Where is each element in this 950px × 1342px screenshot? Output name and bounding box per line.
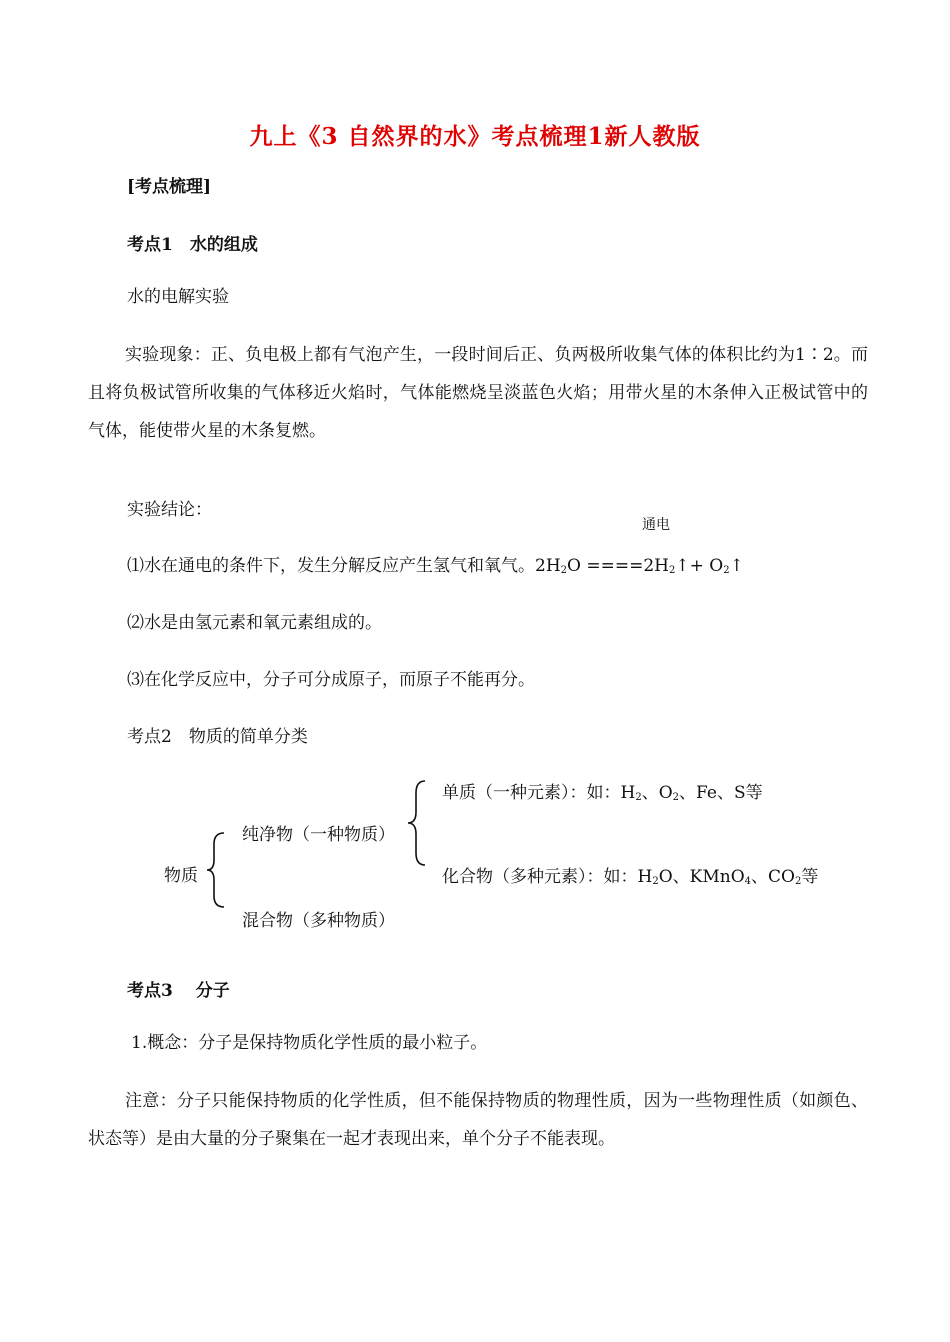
element-substance: 单质（一种元素）：如：$H_2$、$O_2$、Fe、S等: [442, 783, 763, 803]
kp3-note: 注意：分子只能保持物质的化学性质，但不能保持物质的物理性质，因为一些物理性质（如颜色、状态等）是由大量的分子聚集在一起才表现出来，单个分子不能表现。: [88, 1091, 868, 1149]
kp1-conclusion-2: ⑵水是由氢元素和氧元素组成的。: [127, 613, 382, 633]
document-title: 九上《3 自然界的水》考点梳理1新人教版: [249, 123, 701, 150]
kp1-conclusion-1: [127, 547, 744, 585]
reaction-condition: 通电: [642, 517, 670, 533]
mixture: 混合物（多种物质）: [242, 911, 395, 931]
section-label: [考点梳理]: [127, 177, 212, 197]
classification-root: 物质: [164, 866, 198, 886]
kp1-heading: 考点1 水的组成: [127, 235, 258, 255]
compound-substance: 化合物（多种元素）：如：$H_2O$、KMnO$_4$、$CO_2$等: [442, 867, 819, 887]
kp1-conclusion-3: ⑶在化学反应中，分子可分成原子，而原子不能再分。: [127, 670, 535, 690]
right-brace-icon: [404, 778, 430, 868]
kp3-heading: 考点3 分子: [127, 981, 230, 1001]
kp3-concept: 1.概念：分子是保持物质化学性质的最小粒子。: [131, 1033, 488, 1053]
water-electrolysis-equation: $2H_2O$ $====2H_2↑+$ $O_2↑$: [535, 556, 744, 576]
kp1-subheading: 水的电解实验: [127, 287, 229, 307]
left-brace-icon: [204, 830, 230, 910]
kp1-phenomenon: 实验现象：正、负电极上都有气泡产生，一段时间后正、负两极所收集气体的体积比约为1∶2。而且将负极试管所收集的气体移近火焰时，气体能燃烧呈淡蓝色火焰；用带火星的木条伸入正极试管中的气体，能使带火星的木条复燃。: [88, 345, 868, 441]
pure-substance: 纯净物（一种物质）: [242, 825, 395, 845]
conclusion-1-text: ⑴水在通电的条件下，发生分解反应产生氢气和氧气。: [127, 556, 535, 576]
kp1-conclusion-label: 实验结论：: [127, 500, 212, 520]
kp2-heading: 考点2 物质的简单分类: [127, 727, 308, 747]
